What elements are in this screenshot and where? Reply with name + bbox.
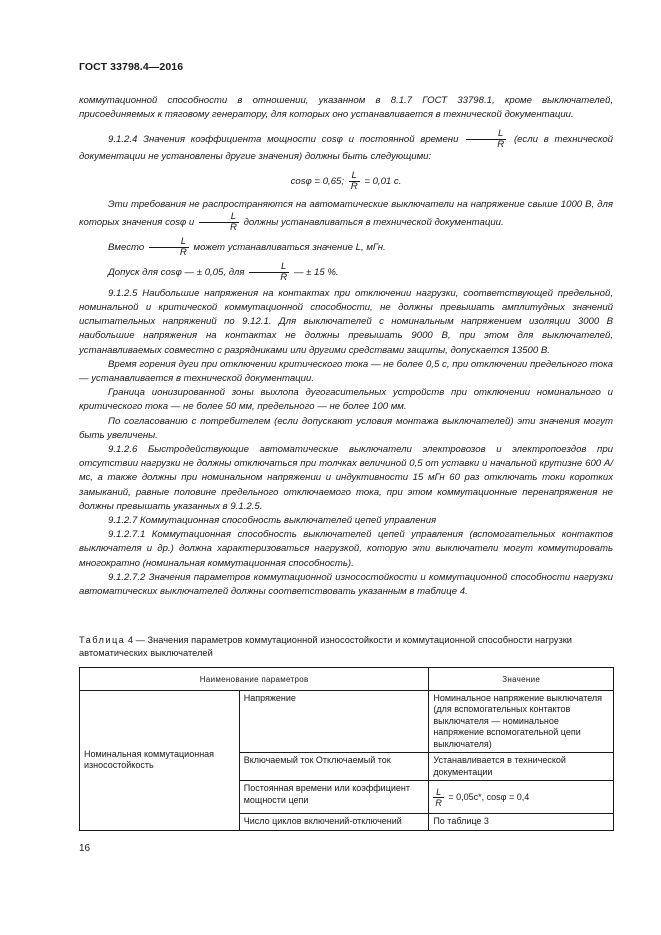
table-cell: Число циклов включений-отключений bbox=[239, 814, 429, 831]
table-4 bbox=[79, 667, 614, 831]
fraction-denominator: R bbox=[280, 271, 288, 283]
fraction-numerator: L bbox=[349, 171, 360, 182]
table-caption bbox=[79, 634, 619, 660]
fraction-l-over-r bbox=[199, 212, 239, 233]
formula bbox=[79, 171, 613, 192]
body-text bbox=[79, 94, 613, 599]
table-cell: Включаемый ток Отключаемый ток bbox=[239, 753, 429, 781]
text-segment: Допуск для cosφ — ± 0,05, для bbox=[108, 266, 245, 278]
fraction-numerator: L bbox=[149, 237, 189, 248]
fraction-denominator: R bbox=[350, 180, 358, 192]
paragraph-9-1-2-6: 9.1.2.6 Быстродействующие автоматические выключатели электровозов и электропоездов при отсутствии нагрузки не должны отключаться при толчках величиной 0,5 от уставки и начальной крутизне 600 А/мс, а также должны при номинальном напряжении и индуктивности 15 мГн 60 раз отключать токи коротких замыканий, равные половине предельного отключаемого тока, при этом коммутационные перенапряжения не должны превышать указанных в 9.1.2.5. bbox=[79, 444, 613, 512]
paragraph: Время горения дуги при отключении критического тока — не более 0,5 с, при отключении предельного тока — устанавливается в технической документации. bbox=[79, 358, 613, 385]
fraction-numerator: L bbox=[433, 787, 444, 798]
table-cell: Устанавливается в технической документации bbox=[429, 753, 614, 781]
paragraph-9-1-2-4 bbox=[79, 129, 613, 164]
standard-header: ГОСТ 33798.4—2016 bbox=[79, 61, 184, 73]
table-cell: Постоянная времени или коэффициент мощности цепи bbox=[239, 781, 429, 814]
text-segment: может устанавливаться значение L, мГн. bbox=[193, 241, 386, 253]
paragraph: По согласованию с потребителем (если допускают условия монтажа выключателей) эти значения могут быть увеличены. bbox=[79, 415, 613, 441]
paragraph bbox=[79, 262, 613, 283]
table-group-cell: Номинальная коммутационная износостойкость bbox=[80, 690, 240, 830]
fraction-l-over-r bbox=[433, 787, 444, 808]
fraction-denominator: R bbox=[179, 246, 187, 258]
text-segment: — ± 15 %. bbox=[293, 266, 339, 278]
text-segment: 9.1.2.4 Значения коэффициента мощности cosφ и постоянной времени bbox=[108, 134, 459, 146]
fraction-l-over-r bbox=[149, 237, 189, 258]
paragraph-9-1-2-7-2: 9.1.2.7.2 Значения параметров коммутационной износостойкости и коммутационной способности нагрузки автоматических выключателей должны соответствовать указанным в таблице 4. bbox=[79, 571, 613, 598]
text-segment: (если в технической документации не установлены другие значения) должны быть следующими: bbox=[79, 134, 614, 163]
text-segment: = 0,05с*, cosφ = 0,4 bbox=[448, 791, 530, 802]
paragraph: Граница ионизированной зоны выхлопа дугогасительных устройств при отключении номинального и критического тока — не более 50 мм, предельного — не более 100 мм. bbox=[79, 387, 613, 413]
table-cell: По таблице 3 bbox=[429, 814, 614, 831]
page-number: 16 bbox=[79, 843, 91, 854]
table-cell: Номинальное напряжение выключателя (для вспомогательных контактов выключателя — номинальное напряжение вспомогательной цепи выключателя) bbox=[429, 690, 614, 753]
paragraph bbox=[79, 237, 613, 258]
table-header-row bbox=[80, 668, 614, 691]
table-cell: Напряжение bbox=[239, 690, 429, 753]
fraction-l-over-r bbox=[249, 262, 289, 283]
paragraph-9-1-2-5: 9.1.2.5 Наибольшие напряжения на контактах при отключении нагрузки, соответствующей предельной, номинальной и критической коммутационной способности, не должны превышать амплитудных значений испытательных напряжений по 9.12.1. Для выключателей с номинальным напряжением изоляции 3000 В наибольшие напряжения на контактах не должны превышать 9000 В, при этом для выключателей, устанавливаемых совместно с разрядниками или другими средствами защиты, допускается 13500 В. bbox=[79, 287, 613, 356]
formula-time: = 0,01 с. bbox=[364, 175, 402, 187]
table-header-cell: Наименование параметров bbox=[80, 668, 429, 691]
fraction-denominator: R bbox=[229, 221, 237, 233]
fraction-numerator: L bbox=[199, 212, 239, 223]
fraction-denominator: R bbox=[497, 139, 505, 151]
text-segment: Вместо bbox=[108, 241, 145, 253]
fraction-l-over-r bbox=[349, 171, 360, 192]
table-row bbox=[80, 690, 614, 753]
paragraph-9-1-2-7-1: 9.1.2.7.1 Коммутационная способность выключателей цепей управления (вспомогательных контактов выключателя и др.) должна характеризоваться нагрузкой, которую эти выключатели могут коммутировать многократно (номинальная коммутационная способность). bbox=[79, 529, 613, 569]
fraction-numerator: L bbox=[249, 262, 289, 273]
table-caption-label: Таблица bbox=[79, 635, 126, 645]
fraction-l-over-r bbox=[466, 129, 506, 150]
table-caption-text: 4 — Значения параметров коммутационной износостойкости и коммутационной способности нагрузки автоматических выключателей bbox=[79, 635, 572, 658]
text-segment: должны устанавливаться в технической документации. bbox=[243, 216, 504, 228]
fraction-numerator: L bbox=[466, 129, 506, 140]
fraction-denominator: R bbox=[435, 797, 442, 808]
paragraph bbox=[79, 198, 613, 233]
paragraph-9-1-2-7: 9.1.2.7 Коммутационная способность выключателей цепей управления bbox=[108, 515, 437, 527]
table-header-cell: Значение bbox=[429, 668, 614, 691]
text-segment: Эти требования не распространяются на автоматические выключатели на напряжение свыше 1000 В, для которых значения cosφ и bbox=[79, 198, 613, 228]
paragraph: коммутационной способности в отношении, указанном в 8.1.7 ГОСТ 33798.1, кроме выключателей, присоединяемых к тяговому генератору, для которых оно устанавливается в технической документации. bbox=[79, 95, 613, 121]
formula-cos: cosφ = 0,65; bbox=[290, 175, 345, 187]
table-cell bbox=[429, 781, 614, 814]
